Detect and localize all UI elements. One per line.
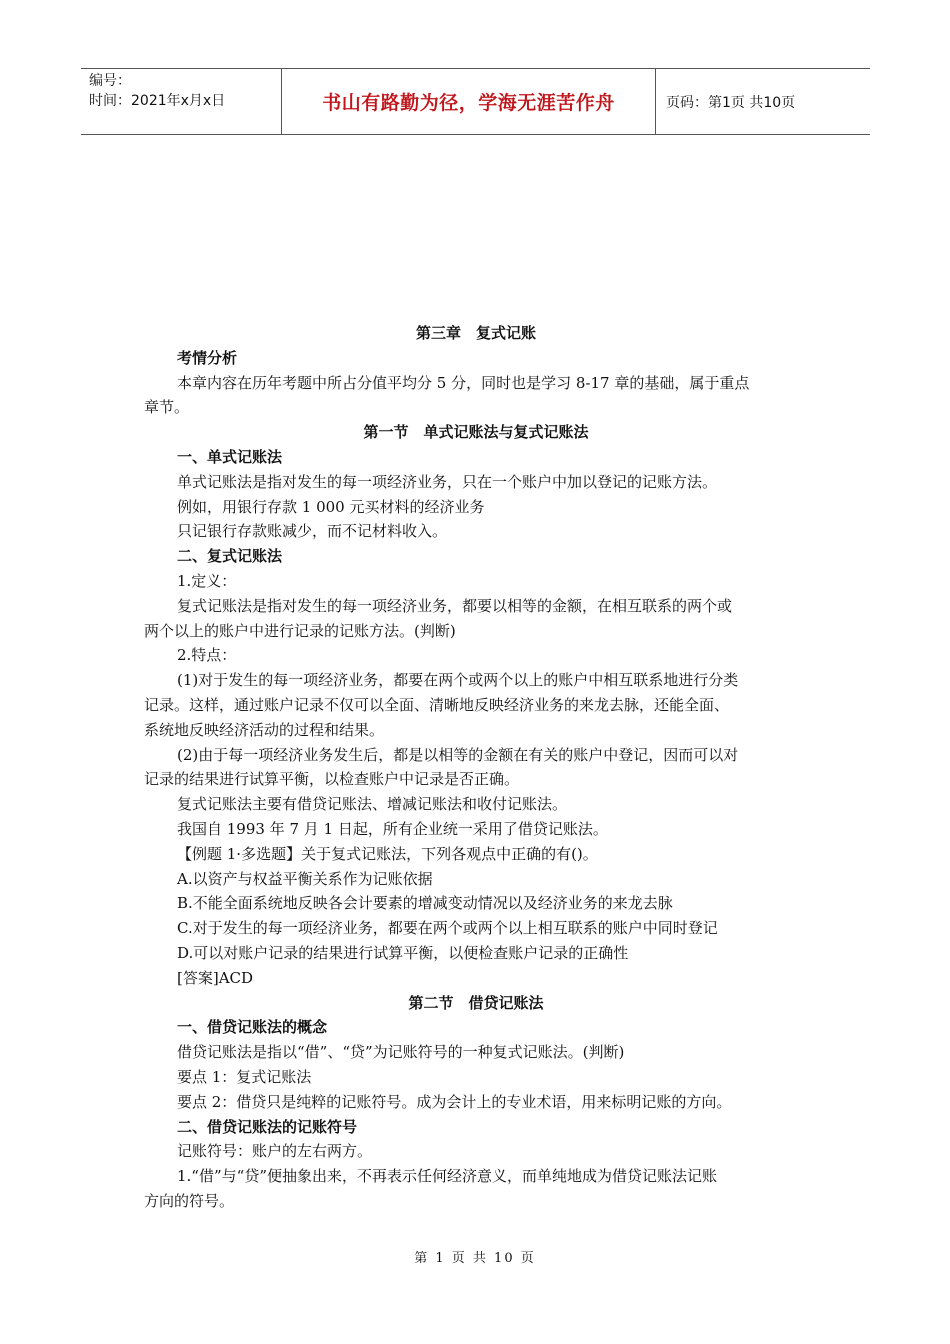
paragraph: 复式记账法主要有借贷记账法、增减记账法和收付记账法。 — [177, 795, 568, 814]
paragraph: 只记银行存款账减少，而不记材料收入。 — [177, 522, 448, 541]
option-a: A.以资产与权益平衡关系作为记账依据 — [177, 869, 433, 888]
header-meta-cell — [81, 69, 282, 134]
subheading: 二、复式记账法 — [177, 547, 283, 566]
paragraph: 单式记账法是指对发生的每一项经济业务，只在一个账户中加以登记的记账方法。 — [177, 472, 718, 491]
paragraph: 系统地反映经济活动的过程和结果。 — [144, 720, 385, 739]
paragraph: 要点 2：借贷只是纯粹的记账符号。成为会计上的专业术语，用来标明记账的方向。 — [177, 1092, 732, 1111]
chapter-title: 第三章 复式记账 — [415, 324, 536, 342]
section-title: 第二节 借贷记账法 — [408, 993, 544, 1012]
paragraph: 要点 1：复式记账法 — [177, 1067, 312, 1086]
paragraph: 借贷记账法是指以“借”、“贷”为记账符号的一种复式记账法。(判断) — [177, 1043, 625, 1062]
example-question: 【例题 1·多选题】关于复式记账法，下列各观点中正确的有()。 — [177, 844, 598, 863]
section-title: 第一节 单式记账法与复式记账法 — [363, 423, 589, 442]
document-header-table — [81, 68, 870, 135]
subheading: 一、单式记账法 — [177, 447, 283, 466]
date-label: 时间：2021年x月x日 — [89, 93, 226, 109]
paragraph: 本章内容在历年考题中所占分值平均分 5 分，同时也是学习 8-17 章的基础，属于重点 — [177, 373, 750, 392]
option-d: D.可以对账户记录的结果进行试算平衡，以便检查账户记录的正确性 — [177, 943, 629, 962]
paragraph: 2.特点： — [177, 646, 237, 665]
paragraph: 我国自 1993 年 7 月 1 日起，所有企业统一采用了借贷记账法。 — [177, 819, 608, 838]
paragraph: 1.定义： — [177, 571, 237, 590]
number-label: 编号： — [89, 73, 131, 89]
paragraph: 记录的结果进行试算平衡，以检查账户中记录是否正确。 — [144, 770, 520, 789]
subheading: 二、借贷记账法的记账符号 — [177, 1117, 358, 1136]
paragraph: 方向的符号。 — [144, 1191, 235, 1210]
page-footer: 第 1 页 共 10 页 — [414, 1251, 536, 1266]
paragraph: 复式记账法是指对发生的每一项经济业务，都要以相等的金额，在相互联系的两个或 — [177, 596, 733, 615]
paragraph: 两个以上的账户中进行记录的记账方法。(判断) — [144, 621, 456, 640]
option-b: B.不能全面系统地反映各会计要素的增减变动情况以及经济业务的来龙去脉 — [177, 894, 673, 913]
paragraph: 例如，用银行存款 1 000 元买材料的经济业务 — [177, 497, 485, 516]
paragraph: 记账符号：账户的左右两方。 — [177, 1142, 373, 1161]
header-page-info: 页码：第1页 共10页 — [666, 94, 796, 111]
header-motto: 书山有路勤为径，学海无涯苦作舟 — [282, 69, 656, 134]
option-c: C.对于发生的每一项经济业务，都要在两个或两个以上相互联系的账户中同时登记 — [177, 919, 718, 938]
paragraph: (2)由于每一项经济业务发生后，都是以相等的金额在有关的账户中登记，因而可以对 — [177, 745, 739, 764]
paragraph: 章节。 — [144, 398, 190, 417]
paragraph: 记录。这样，通过账户记录不仅可以全面、清晰地反映经济业务的来龙去脉，还能全面、 — [144, 695, 730, 714]
analysis-heading: 考情分析 — [177, 348, 238, 367]
paragraph: 1.“借”与“贷”便抽象出来，不再表示任何经济意义，而单纯地成为借贷记账法记账 — [177, 1167, 717, 1186]
subheading: 一、借贷记账法的概念 — [177, 1018, 328, 1037]
answer: [答案]ACD — [177, 968, 254, 987]
document-body — [144, 321, 808, 1214]
paragraph: (1)对于发生的每一项经济业务，都要在两个或两个以上的账户中相互联系地进行分类 — [177, 671, 739, 690]
